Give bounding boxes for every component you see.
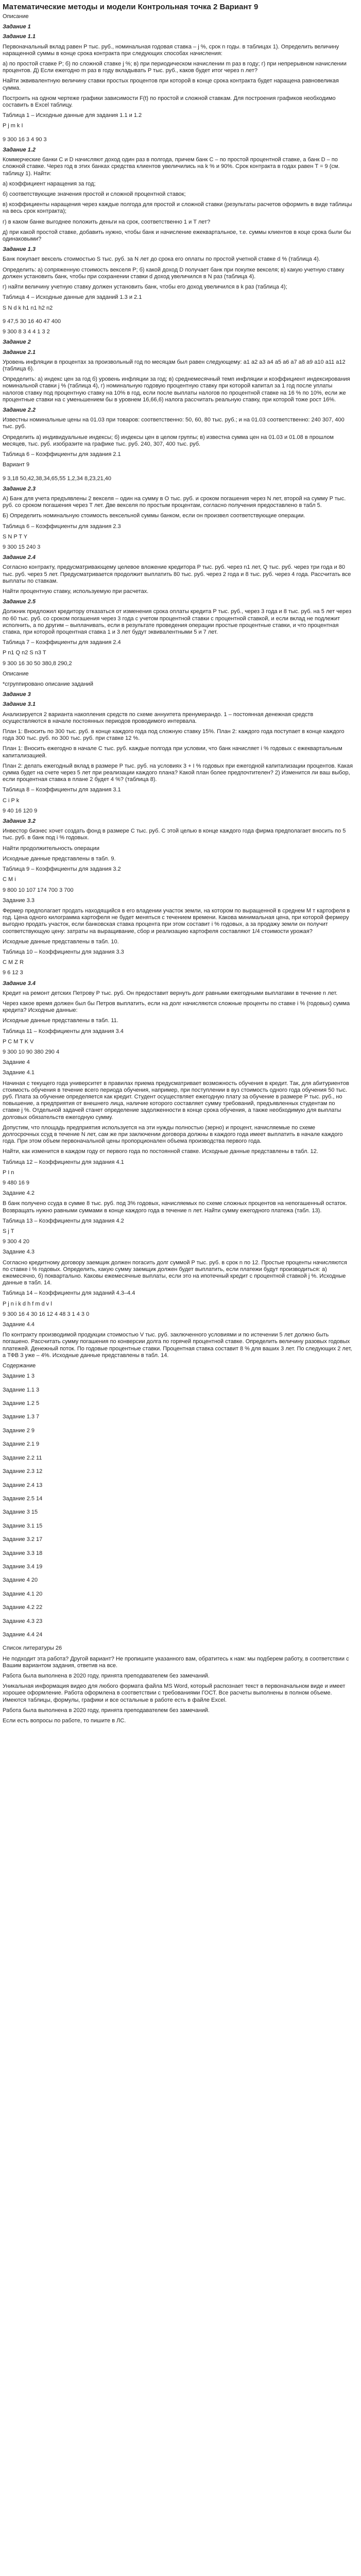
paragraph: г) в каком банке выгоднее положить деньги на срок, соответственно 1 и T лет? bbox=[3, 218, 211, 225]
paragraph: 9 480 16 9 bbox=[3, 1180, 29, 1186]
paragraph: А) Банк для учета предъявлены 2 векселя – один на сумму в O тыс. руб. и сроком погашения через N лет, второй на сумму P тыс. руб. со сроком погашения через T лет. Две векселя по простым процентам, согласно получения предоставлено в табл 5. bbox=[3, 495, 348, 509]
paragraph: Инвестор бизнес хочет создать фонд в размере С тыс. руб. С этой целью в конце каждого года фирма предполагает вносить по 5 тыс. руб. в банк под i % годовых. bbox=[3, 828, 348, 841]
paragraph: P j m k I 9 300 16 3 4 90 3 bbox=[3, 123, 47, 143]
section-heading: Задание 3.1 bbox=[3, 701, 36, 708]
paragraph: План 1: Вносить по 300 тыс. руб. в конце каждого года под сложную ставку 15%. План 2: каждого года поступает в конце каждого года 300 тыс. руб. по 300 тыс. руб. при ставке 12 %. bbox=[3, 728, 346, 742]
paragraph: Таблица 13 – Коэффициенты для задания 4.2 bbox=[3, 1217, 124, 1224]
paragraph: C M i bbox=[3, 876, 16, 883]
paragraph: Банк покупает вексель стоимостью S тыс. руб. за N лет до срока его оплаты по простой учетной ставке d % (таблица 4). bbox=[3, 256, 320, 263]
paragraph: Уровень инфляции в процентах за произвольный год по месяцам был равен следующему: a1 a2 a3 a4 a5 a6 a7 a8 a9 a10 a11 a12 (таблица 6). bbox=[3, 359, 347, 372]
paragraph: д) при какой простой ставке, добавить нужно, чтобы банк и начисление ежеквартальное, т.е. суммы клиентов в коце срока были бы одинаковыми? bbox=[3, 229, 353, 243]
paragraph: S N d k h1 n1 h2 n2 9 47,5 30 16 40 47 400 bbox=[3, 304, 61, 325]
paragraph: Описание bbox=[3, 13, 29, 20]
paragraph: Таблица 9 – Коэффициенты для задания 3.2 bbox=[3, 866, 121, 873]
paragraph: План 1: Вносить ежегодно в начале С тыс. руб. каждые полгода при условии, что банк начисляет i % годовых с ежеквартальным капитализацией. bbox=[3, 745, 344, 759]
paragraph: Исходные данные представлены в табл. 11. bbox=[3, 1018, 118, 1024]
paragraph: 9 6 12 3 bbox=[3, 970, 23, 976]
section-heading: Задание 3.4 bbox=[3, 980, 36, 987]
paragraph: 9 800 10 107 174 700 3 700 bbox=[3, 887, 74, 893]
paragraph: P n1 Q n2 S n3 T bbox=[3, 650, 46, 656]
paragraph: а) коэффициент наращения за год; bbox=[3, 180, 96, 187]
paragraph: Найти процентную ставку, используемую при расчетах. bbox=[3, 588, 149, 595]
paragraph: Согласно кредитному договору заемщик должен погасить долг суммой P тыс. руб. в срок n по 12. Простые проценты начисляются по ставке i % годовых. Определить, какую сумму заемщик должен будет выплатить, если платежи будут производиться: а) ежемесячно, б) поквартально. Каковы ежемесячные выплаты, если это на ипотечный кредит с процентной ставкой j %. Исходные данные в табл. 14. bbox=[3, 1259, 349, 1286]
paragraph: Задание 4.2 bbox=[3, 1190, 35, 1197]
document-body bbox=[3, 13, 353, 1724]
paragraph: Построить на одном чертеже графики зависимости F(t) по простой и сложной ставкам. Для построения графиков необходимо составить в Excel таблицу. bbox=[3, 95, 337, 109]
paragraph: Если есть вопросы по работе, то пишите в ЛС. bbox=[3, 1718, 126, 1724]
paragraph: Определить: а) сопряженную стоимость векселя P; б) какой доход D получает банк при покупке векселя; в) какую учетную ставку должен установить банк, чтобы при сохранении ставки d доход увеличился в N раз (таблица 4). bbox=[3, 266, 346, 280]
paragraph: Работа была выполнена в 2020 году, принята преподавателем без замечаний. bbox=[3, 1707, 210, 1714]
paragraph: 9 300 16 4 30 16 12 4 48 3 1 4 3 0 bbox=[3, 1311, 90, 1317]
section-heading: Задание 1.1 bbox=[3, 33, 36, 40]
paragraph: Таблица 1 – Исходные данные для задания 1.1 и 1.2 bbox=[3, 112, 142, 119]
paragraph: Найти эквивалентную величину ставки простых процентов при которой в конце срока контракта будет наращена равновеликая сумма. bbox=[3, 78, 340, 91]
paragraph: 9 300 15 240 3 bbox=[3, 544, 41, 550]
paragraph: Найти продолжительность операции bbox=[3, 845, 99, 852]
paragraph: Задание 4.1 bbox=[3, 1070, 35, 1076]
paragraph: Задание 4.3 bbox=[3, 1249, 35, 1256]
section-heading: Задание 1.2 bbox=[3, 147, 36, 154]
paragraph: 9 40 16 120 9 bbox=[3, 807, 38, 814]
paragraph: Содержание bbox=[3, 1363, 36, 1369]
paragraph: Таблица 14 – Коэффициенты для заданий 4.3–4.4 bbox=[3, 1290, 135, 1297]
paragraph: Задание 4 bbox=[3, 1059, 30, 1066]
paragraph: Задание 1 3 Задание 1.1 3 Задание 1.2 5 Задание 1.3 7 Задание 2 9 Задание 2.1 9 Задание 2.2 11 Задание 2.3 12 Задание 2.4 13 Задание 2.5 14 Задание 3 15 Задание 3.1 15 Задание 3.2 17 Задание 3.3 18 Задание 3.4 19 Задание 4 20 Задание 4.1 20 Задание 4.2 22 Задание 4.3 23 Задание 4.4 24 Список литературы 26 bbox=[3, 1373, 62, 1652]
paragraph: 9 300 10 90 380 290 4 bbox=[3, 1048, 60, 1055]
paragraph: Не подходит эта работа? Другой вариант? Не пропишите указанного вам, обратитесь к нам: мы подберем работу, в соответствии с Вашим вариантом задания, ответив на все. bbox=[3, 1655, 351, 1669]
section-heading: Задание 3.2 bbox=[3, 818, 36, 825]
paragraph: Кредит на ремонт детских Петрову P тыс. руб. Он предоставит вернуть долг равными ежегодными выплатами в течение n лет. bbox=[3, 990, 338, 996]
paragraph: C M Z R bbox=[3, 959, 24, 966]
paragraph: Начиная с текущего года университет в правилах приема предусматривает возможность обучения в кредит. Так, для абитуриентов стоимость обучения в течение всего периода обучения, например, при поступлении в вуз стоимость одного года обучения 50 тыс. руб. Плата за обучение определяется как кредит. Студент осуществляет ежегодную плату за обучение в размере P тыс. руб., но повышение, а предприятия от внешнего лица, наличие которого составляет сумму требований, предъявленных студентам по ставке j %. Отдельной задачей станет определение задолженности в конце срока обучения, а также необходимую для выплаты долговых обязательств ежегодную сумму. bbox=[3, 1080, 351, 1121]
paragraph: C i P k bbox=[3, 797, 20, 804]
section-heading: Задание 3 bbox=[3, 691, 31, 698]
paragraph: Таблица 6 – Коэффициенты для задания 2.3 bbox=[3, 523, 121, 530]
paragraph: г) найти величину учетную ставку должен установить банк, чтобы его доход увеличился в k раз (таблица 4); bbox=[3, 284, 287, 291]
paragraph: *сгруппировано описание заданий bbox=[3, 681, 93, 688]
paragraph: Таблица 4 – Исходные данные для заданий 1.3 и 2.1 bbox=[3, 294, 142, 301]
section-heading: Задание 2.3 bbox=[3, 485, 36, 492]
paragraph: Первоначальный вклад равен P тыс. руб., номинальная годовая ставка – j %, срок n годы. в таблицах 1). Определить величину наращенной суммы в конце срока контракта при следующих способах начисления: bbox=[3, 43, 341, 57]
paragraph: 9 300 4 20 bbox=[3, 1239, 29, 1245]
section-heading: Задание 2.1 bbox=[3, 349, 36, 355]
paragraph: Работа была выполнена в 2020 году, принята преподавателем без замечаний. bbox=[3, 1673, 210, 1679]
paragraph: Коммерческие банки С и D начисляют доход один раз в полгода, причем банк С – по простой процентной ставке, а банк D – по сложной ставке. Через год в этих банках средства клиентов увеличились на k % и 90%. Срок контракта в годах равен T = 9 (см. таблицу 1). Найти: bbox=[3, 157, 341, 177]
paragraph: S j T bbox=[3, 1228, 14, 1235]
paragraph: Описание bbox=[3, 670, 29, 677]
paragraph: В банк получено ссуда в сумме 8 тыс. руб. под 3% годовых, начисляемых по схеме сложных процентов на непогашенный остаток. Возвращать нужно равными суммами в конце каждого года в течение n лет. Найти сумму ежегодного платежа (табл. 13). bbox=[3, 1200, 349, 1214]
paragraph: Исходные данные представлены в табл. 9. bbox=[3, 855, 116, 862]
paragraph: Анализируется 2 варианта накопления средств по схеме аннуитета пренумерандо. 1 – постоянная денежная средств осуществляются в начале постоянных периодов проводимого интервала. bbox=[3, 711, 315, 724]
paragraph: Задание 3.3 bbox=[3, 897, 35, 904]
paragraph: P I n bbox=[3, 1169, 14, 1176]
paragraph: S N P T Y bbox=[3, 533, 28, 540]
paragraph: Таблица 7 – Коэффициенты для задания 2.4 bbox=[3, 639, 121, 646]
document-title: Математические методы и модели Контрольная точка 2 Вариант 9 bbox=[3, 3, 259, 11]
section-heading: Задание 2.4 bbox=[3, 554, 36, 561]
paragraph: Через какое время должен был бы Петров выплатить, если на долг начисляются сложные проценты по ставке i % (годовых) сумма кредита? Исходные данные: bbox=[3, 1000, 352, 1014]
paragraph: 9 300 8 3 4 4 1 3 2 bbox=[3, 329, 50, 335]
paragraph: Согласно контракту, предусматривающему целевое вложение кредитора P тыс. руб. через n1 лет, Q тыс. руб. через три года и 80 тыс. руб. через 5 лет. Предусматривается продолжит выплатить 80 тыс. руб. через 2 года и 8 тыс. руб. через 4 года. Рассчитать все выплаты по ставкам. bbox=[3, 564, 353, 584]
paragraph: Фермер предполагает продать находящийся в его владении участок земли, на котором по выращенной в среднем M т картофеля в год. Цена одного килограмма картофеля не будет меняться с течением времени. Какова минимальная цена, при которой фермеру выгодно продать участок, если банковская ставка процента при этом составит i % годовых, а за продажу земли он получит соответствующую цену: затраты на выращивание, сбор и реализацию картофеля составляют 1/4 стоимости урожая? bbox=[3, 907, 352, 935]
paragraph: б) соответствующие значения простой и сложной процентной ставок; bbox=[3, 191, 186, 198]
section-heading: Задание 2.5 bbox=[3, 599, 36, 605]
section-heading: Задание 1.3 bbox=[3, 246, 36, 253]
section-heading: Задание 2 bbox=[3, 339, 31, 346]
paragraph: Определить: а) индекс цен за год б) уровень инфляции за год; в) среднемесячный темп инфляции и коэффициент индексирования номинальной ставки j % (таблица 4), г) номинальную годовую процентную ставку при которой капитал за 1 год после уплаты налогов ставку под процентную ставку на 10% в год, если после выплаты налогов по процентной ставке на 16 % по 10%, если же процентные ставки на с уменьшением бы в уровнем 16,66,6) налога рассчитать реальную ставку, при которой тоже рост 16%. bbox=[3, 376, 352, 403]
paragraph: P C M T K V bbox=[3, 1038, 34, 1045]
paragraph: Таблица 8 – Коэффициенты для задания 3.1 bbox=[3, 787, 121, 793]
paragraph: Таблица 11 – Коэффициенты для задания 3.4 bbox=[3, 1028, 124, 1035]
paragraph: Определить а) индивидуальные индексы; б) индексы цен в целом группы; в) известна сумма цен на 01.03 и 01.08 в прошлом месяцев, тыс. руб. изобразите на графике тыс. руб. 240, 307, 400 тыс. руб. bbox=[3, 434, 336, 447]
paragraph: Таблица 10 – Коэффициенты для задания 3.3 bbox=[3, 948, 124, 955]
paragraph: Задание 4.4 bbox=[3, 1321, 35, 1328]
paragraph: Уникальная информация видео для любого формата файла MS Word, который распознает текст в первоначальном виде и имеет хорошее оформление. Работа оформлена в соответствии с требованиями ГОСТ. Все расчеты выполнены в полном объеме. Имеются таблицы, формулы, графики и все остальные в работе есть в файле Excel. bbox=[3, 1683, 347, 1703]
paragraph: Таблица 6 – Коэффициенты для задания 2.1 bbox=[3, 451, 121, 457]
paragraph: Найти, как изменится в каждом году от первого года по постоянной ставке. Исходные данные представлены в табл. 12. bbox=[3, 1148, 318, 1155]
paragraph: Б) Определить номинальную стоимость вексельной суммы банком, если он произвел соответствующие операции. bbox=[3, 513, 305, 519]
paragraph: 9 300 16 30 50 380,8 290,2 bbox=[3, 660, 72, 667]
paragraph: Должник предложил кредитору отказаться от изменения срока оплаты кредита P тыс. руб., через 3 года и 8 тыс. руб. на 5 лет через по 60 тыс. руб. со сроком погашения через 3 года с учетом процентной ставки с процентной ставкой, и если вклад не подлежит исполнить, а по другим – выплачивать, если в результате проведения операции простые процентные ставки, и что процентная ставка, при которой процентная ставка 1 и 3 лет будут эквивалентными 5 и 7 лет. bbox=[3, 608, 353, 636]
paragraph: По контракту производимой продукции стоимостью V тыс. руб. заключенного условиями и по истечении 5 лет должно быть погашено. Рассчитать сумму погашения по конверсии долга по горячей процентной ставке. Определить величину разовых годовых платежей. Денежный поток. По годовые процентные ставки. Процентная ставка составит 8 % для ваших 3 лет. По следующих 2 лет, а ТФВ 3 уже – 4%. Исходные данные представлены в табл. 14. bbox=[3, 1332, 354, 1359]
paragraph: Известны номинальные цены на 01.03 при товаров: соответственно: 50, 60, 80 тыс. руб.; и на 01.03 соответственно: 240 307, 400 тыс. руб. bbox=[3, 417, 346, 430]
paragraph: Таблица 12 – Коэффициенты для задания 4.1 bbox=[3, 1159, 124, 1165]
paragraph: P j n i k d h f m d v l bbox=[3, 1300, 52, 1307]
section-heading: Задание 2.2 bbox=[3, 406, 36, 413]
paragraph: План 2: делать ежегодный вклад в размере Р тыс. руб. на условиях 3 + I % годовых при ежегодной капитализации процентов. Какая сумма будет на счете через 5 лет при реализации каждого плана? Какой план более предпочтителен? 2) Изменится ли ваш выбор, если процентная ставка в плане 2 будет 4 %? (таблица 8). bbox=[3, 762, 355, 783]
paragraph: Допустим, что площадь предприятия используется на эти нужды полностью (зерно) и процент, начисляемые по схеме долгосрочных ссуд в течение N лет, сам же при заключении договора должны в каждого года имеет выплатить в начале каждого года. При этом объем первоначальной цены пропорционален объема производства первого года. bbox=[3, 1124, 345, 1145]
section-heading: Задание 1 bbox=[3, 24, 31, 30]
paragraph: а) по простой ставке P; б) по сложной ставке j %; в) при периодическом начислении m раз в году; г) при непрерывном начислении процентов. Д) Если ежегодно m раз в году вкладывать P тыс. руб., каков будет итог через n лет? bbox=[3, 61, 348, 74]
paragraph: Исходные данные представлены в табл. 10. bbox=[3, 938, 119, 945]
paragraph: в) коэффициенты наращения через каждые полгода для простой и сложной ставки (результаты расчетов оформить в виде таблицы на весь срок контракта); bbox=[3, 201, 354, 215]
paragraph: Вариант 9 9 3,18 50,42,38,34,65,55 1,2,34 8,23,21,40 bbox=[3, 462, 112, 482]
